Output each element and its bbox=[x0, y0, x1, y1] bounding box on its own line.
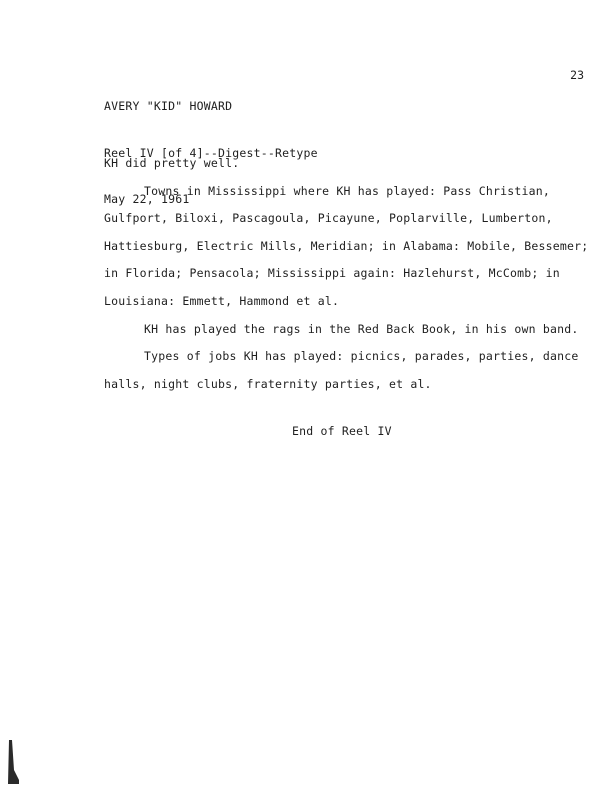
paragraph-1: KH did pretty well. bbox=[104, 156, 240, 170]
scan-edge-mark-icon bbox=[6, 740, 20, 784]
paragraph-2: Towns in Mississippi where KH has played: Pass Christian, Gulfport, Biloxi, Pascagoula, Picayune, Poplarville, Lumberton, Hattiesburg, Electric Mills, Meridian; in Alabama: Mobile, Bessemer; in Florida; Pensacola; Mississippi again: Hazlehurst, McComb; in Louisiana: Emmett, Hammond et al. bbox=[104, 183, 589, 308]
header-reel-info: Reel IV [of 4]--Digest--Retype bbox=[104, 145, 318, 160]
document-body bbox=[104, 150, 594, 398]
header-date: May 22, 1961 bbox=[104, 192, 190, 206]
header-speaker: AVERY "KID" HOWARD bbox=[104, 99, 233, 113]
paragraph-4: Types of jobs KH has played: picnics, parades, parties, dance halls, night clubs, fraternity parties, et al. bbox=[104, 349, 579, 391]
end-of-reel-marker: End of Reel IV bbox=[292, 424, 392, 438]
paragraph-3: KH has played the rags in the Red Back Book, in his own band. bbox=[144, 321, 579, 336]
page-number: 23 bbox=[570, 68, 584, 82]
